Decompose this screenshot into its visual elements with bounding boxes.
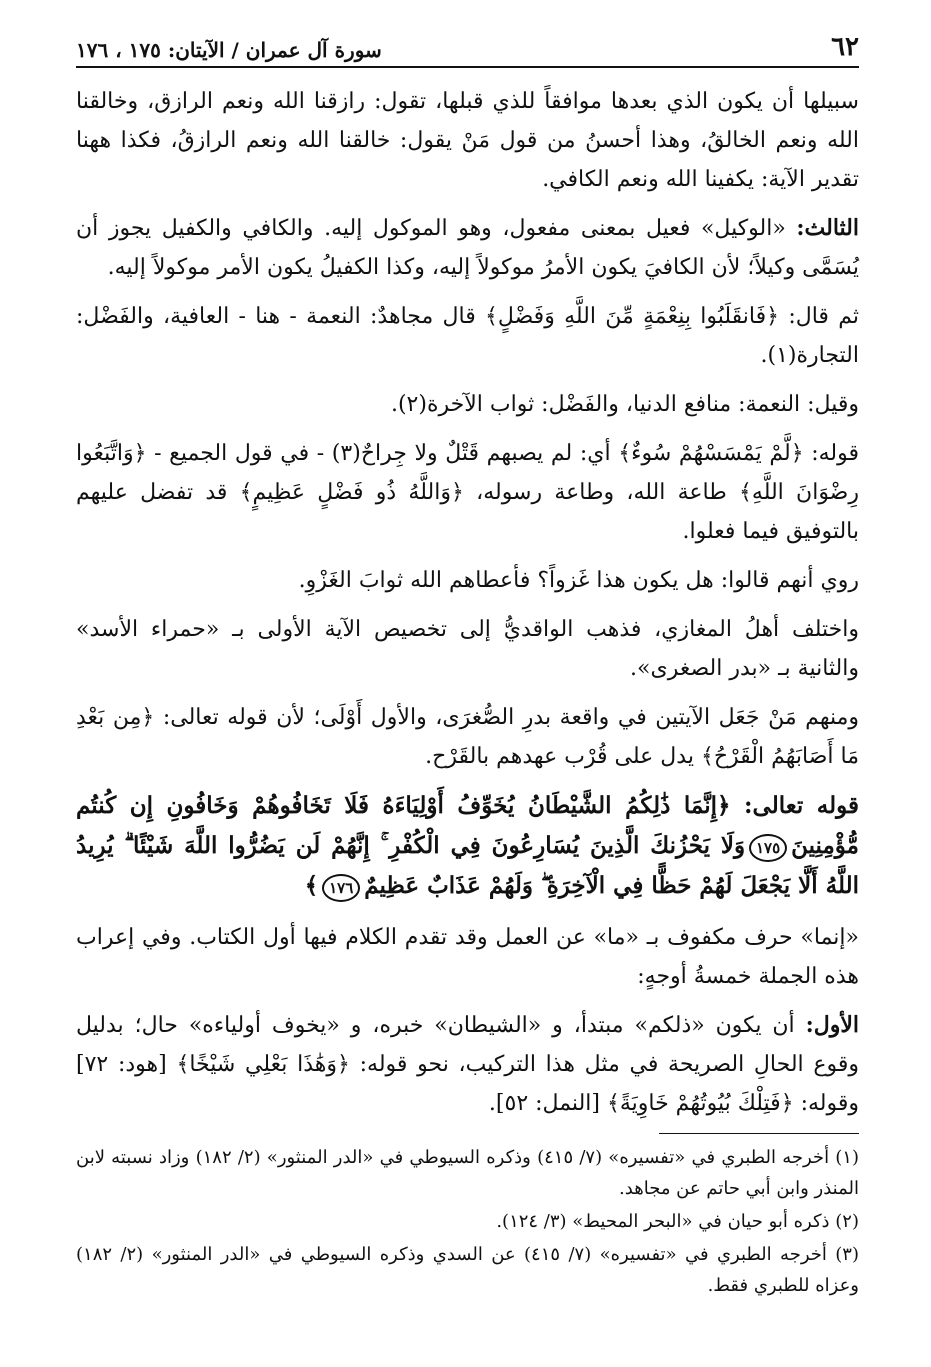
paragraph-text: سبيلها أن يكون الذي بعدها موافقاً للذي قبلها، تقول: رازقنا الله ونعم الرازق، وخالقنا الله ونعم الخالقُ، وهذا أحسنُ من قول مَنْ يقول: خالقنا الله ونعم الرازقُ، فكذا ههنا تقدير الآية: يكفينا الله ونعم الكافي. <box>76 89 859 192</box>
ayah-number-marker: ١٧٦ <box>322 874 360 902</box>
ayah-number-marker: ١٧٥ <box>749 834 787 862</box>
verse-text-part1: ﴿إِنَّمَا ذَٰلِكُمُ الشَّيْطَانُ يُخَوِّفُ أَوْلِيَاءَهُ فَلَا تَخَافُوهُمْ وَخَافُونِ إِن كُنتُم مُّؤْمِنِينَ <box>76 792 859 859</box>
page-header <box>76 28 859 62</box>
paragraph <box>76 918 859 996</box>
footnote: (١) أخرجه الطبري في «تفسيره» (٧/ ٤١٥) وذكره السيوطي في «الدر المنثور» (٢/ ١٨٢) وزاد نسبته لابن المنذر وابن أبي حاتم عن مجاهد. <box>76 1147 859 1199</box>
quran-verse-block <box>76 786 859 906</box>
footnote: (٣) أخرجه الطبري في «تفسيره» (٧/ ٤١٥) عن السدي وذكره السيوطي في «الدر المنثور» (٢/ ١٨٢) وعزاه للطبري فقط. <box>76 1244 859 1296</box>
paragraph-text: وقيل: النعمة: منافع الدنيا، والفَضْل: ثواب الآخرة(٢). <box>390 392 859 417</box>
paragraph-text: روي أنهم قالوا: هل يكون هذا غَزواً؟ فأعطاهم الله ثوابَ الغَزْوِ. <box>298 568 859 593</box>
header-divider <box>76 66 859 68</box>
paragraph-text: أن يكون «ذلكم» مبتدأ، و «الشيطان» خبره، و «يخوف أولياءه» حال؛ بدليل وقوع الحالِ الصريحة في مثل هذا التركيب، نحو قوله: ﴿وَهَٰذَا بَعْلِي شَيْخًا﴾ [هود: ٧٢] وقوله: ﴿فَتِلْكَ بُيُوتُهُمْ خَاوِيَةً﴾ [النمل: ٥٢]. <box>76 1013 859 1116</box>
verse-text-part2: وَلَا يَحْزُنكَ الَّذِينَ يُسَارِعُونَ فِي الْكُفْرِ ۚ إِنَّهُمْ لَن يَضُرُّوا اللَّهَ شَيْئًا ۗ يُرِيدُ اللَّهُ أَلَّا يَجْعَلَ لَهُمْ حَظًّا فِي الْآخِرَةِ ۖ وَلَهُمْ عَذَابٌ عَظِيمٌ <box>76 832 859 899</box>
paragraph-text: ثم قال: ﴿فَانقَلَبُوا بِنِعْمَةٍ مِّنَ اللَّهِ وَفَضْلٍ﴾ قال مجاهدٌ: النعمة - هنا - العافية، والفَضْل: التجارة(١). <box>76 304 859 368</box>
paragraph-text: «الوكيل» فعيل بمعنى مفعول، وهو الموكول إليه. والكافي والكفيل يجوز أن يُسَمَّى وكيلاً؛ لأن الكافيَ يكون الأمرُ موكولاً إليه، وكذا الكفيلُ يكون الأمر موكولاً إليه. <box>76 216 859 280</box>
verse-intro: قوله تعالى: <box>730 792 859 819</box>
paragraph <box>76 385 859 424</box>
paragraph-lead: الأول: <box>805 1012 859 1038</box>
paragraph <box>76 82 859 199</box>
paragraph-text: واختلف أهلُ المغازي، فذهب الواقديُّ إلى تخصيص الآية الأولى بـ «حمراء الأسد» والثانية بـ «بدر الصغرى». <box>76 617 859 681</box>
paragraph-text: «إنما» حرف مكفوف بـ «ما» عن العمل وقد تقدم الكلام فيها أول الكتاب. وفي إعراب هذه الجملة خمسةُ أوجهٍ: <box>76 925 859 989</box>
paragraph <box>76 561 859 600</box>
footnote: (٢) ذكره أبو حيان في «البحر المحيط» (٣/ ١٢٤). <box>496 1211 859 1232</box>
verse-close: ﴾ <box>304 872 319 899</box>
paragraph <box>76 1006 859 1123</box>
page-number: ٦٢ <box>831 32 859 62</box>
paragraph <box>76 434 859 551</box>
paragraph-text: ومنهم مَنْ جَعَل الآيتين في واقعة بدرِ الصُّغرَى، والأول أَوْلَى؛ لأن قوله تعالى: ﴿مِن بَعْدِ مَا أَصَابَهُمُ الْقَرْحُ﴾ يدل على قُرْب عهدهم بالقَرْح. <box>76 705 859 769</box>
paragraph <box>76 610 859 688</box>
paragraph-text: قوله: ﴿لَّمْ يَمْسَسْهُمْ سُوءٌ﴾ أي: لم يصبهم قَتْلٌ ولا جِراحٌ(٣) - في قول الجميع - ﴿وَاتَّبَعُوا رِضْوَانَ اللَّهِ﴾ طاعة الله، وطاعة رسوله، ﴿وَاللَّهُ ذُو فَضْلٍ عَظِيمٍ﴾ قد تفضل عليهم بالتوفيق فيما فعلوا. <box>76 441 859 544</box>
footnote-divider <box>659 1133 859 1134</box>
running-title: سورة آل عمران / الآيتان: ١٧٥ ، ١٧٦ <box>76 38 382 62</box>
paragraph <box>76 698 859 776</box>
paragraph-lead: الثالث: <box>796 215 859 241</box>
paragraph <box>76 297 859 375</box>
paragraph <box>76 209 859 287</box>
